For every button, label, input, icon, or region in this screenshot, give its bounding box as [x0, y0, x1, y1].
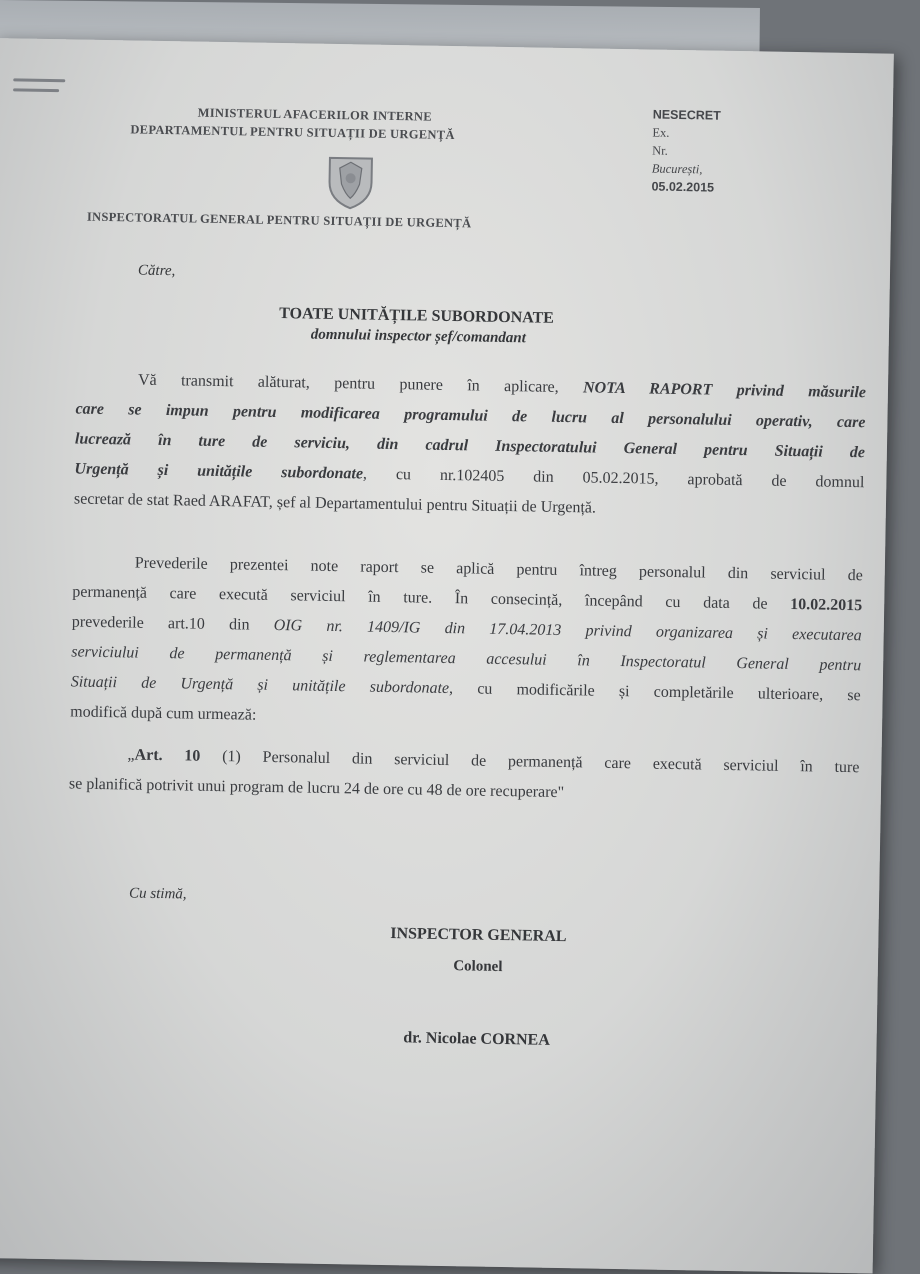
- paragraph-line: lucrează în ture de serviciu, din cadrul Inspectoratului General pentru Situații de: [74, 430, 866, 462]
- paragraph-line: Vă transmit alăturat, pentru punere în aplicare, NOTA RAPORT privind măsurile: [137, 371, 867, 402]
- copy-number-label: Ex.: [652, 125, 670, 140]
- paragraph-line: care se impun pentru modificarea programului de lucru al personalului operativ, care: [75, 400, 866, 432]
- ministry-name: MINISTERUL AFACERILOR INTERNE: [197, 105, 433, 124]
- addressee-label: Către,: [137, 262, 176, 280]
- paragraph-line: permanență care execută serviciul în ture. În consecință, începând cu data de 10.02.2015: [72, 583, 863, 615]
- signatory-name: dr. Nicolae CORNEA: [403, 1029, 550, 1049]
- paragraph-line: serviciului de permanență și reglementarea accesului în Inspectoratul General pentru: [71, 643, 862, 675]
- recipient-attention: domnului inspector șef/comandant: [310, 326, 527, 347]
- paragraph-line: Urgență și unitățile subordonate, cu nr.102405 din 05.02.2015, aprobată de domnul: [74, 460, 865, 492]
- document-date: 05.02.2015: [651, 179, 715, 195]
- city-label: București,: [651, 161, 703, 177]
- coat-of-arms-icon: [321, 152, 380, 211]
- paragraph-line: Situații de Urgență și unitățile subordonate, cu modificările și completările ulterioare, se: [70, 673, 861, 705]
- recipient-name: TOATE UNITĂȚILE SUBORDONATE: [279, 305, 555, 327]
- paragraph-line: secretar de stat Raed ARAFAT, șef al Departamentului pentru Situații de Urgență.: [73, 490, 597, 517]
- pen-mark: [13, 88, 59, 92]
- paragraph-line: „Art. 10 (1) Personalul din serviciul de permanență care execută serviciul în ture: [127, 746, 860, 777]
- department-name: DEPARTAMENTUL PENTRU SITUAȚII DE URGENȚĂ: [130, 122, 455, 143]
- pen-mark: [13, 78, 65, 82]
- closing-greeting: Cu stimă,: [128, 885, 187, 903]
- quoted-article: [69, 739, 860, 813]
- signatory-title: INSPECTOR GENERAL: [390, 925, 567, 946]
- inspectorate-name: INSPECTORATUL GENERAL PENTRU SITUAȚII DE URGENȚĂ: [86, 209, 472, 231]
- classification-label: NESECRET: [652, 107, 721, 123]
- paragraph-2: [70, 547, 863, 741]
- registration-number-label: Nr.: [652, 143, 668, 158]
- paragraph-line: prevederile art.10 din OIG nr. 1409/IG din 17.04.2013 privind organizarea și executarea: [71, 613, 862, 645]
- signatory-rank: Colonel: [453, 958, 503, 976]
- paragraph-line: Prevederile prezentei note raport se aplică pentru întreg personalul din serviciul de: [134, 554, 863, 585]
- document-page: [0, 38, 894, 1274]
- paragraph-1: [74, 364, 866, 528]
- paragraph-line: modifică după cum urmează:: [70, 703, 257, 724]
- paragraph-line: se planifică potrivit unui program de lucru 24 de ore cu 48 de ore recuperare": [68, 775, 565, 802]
